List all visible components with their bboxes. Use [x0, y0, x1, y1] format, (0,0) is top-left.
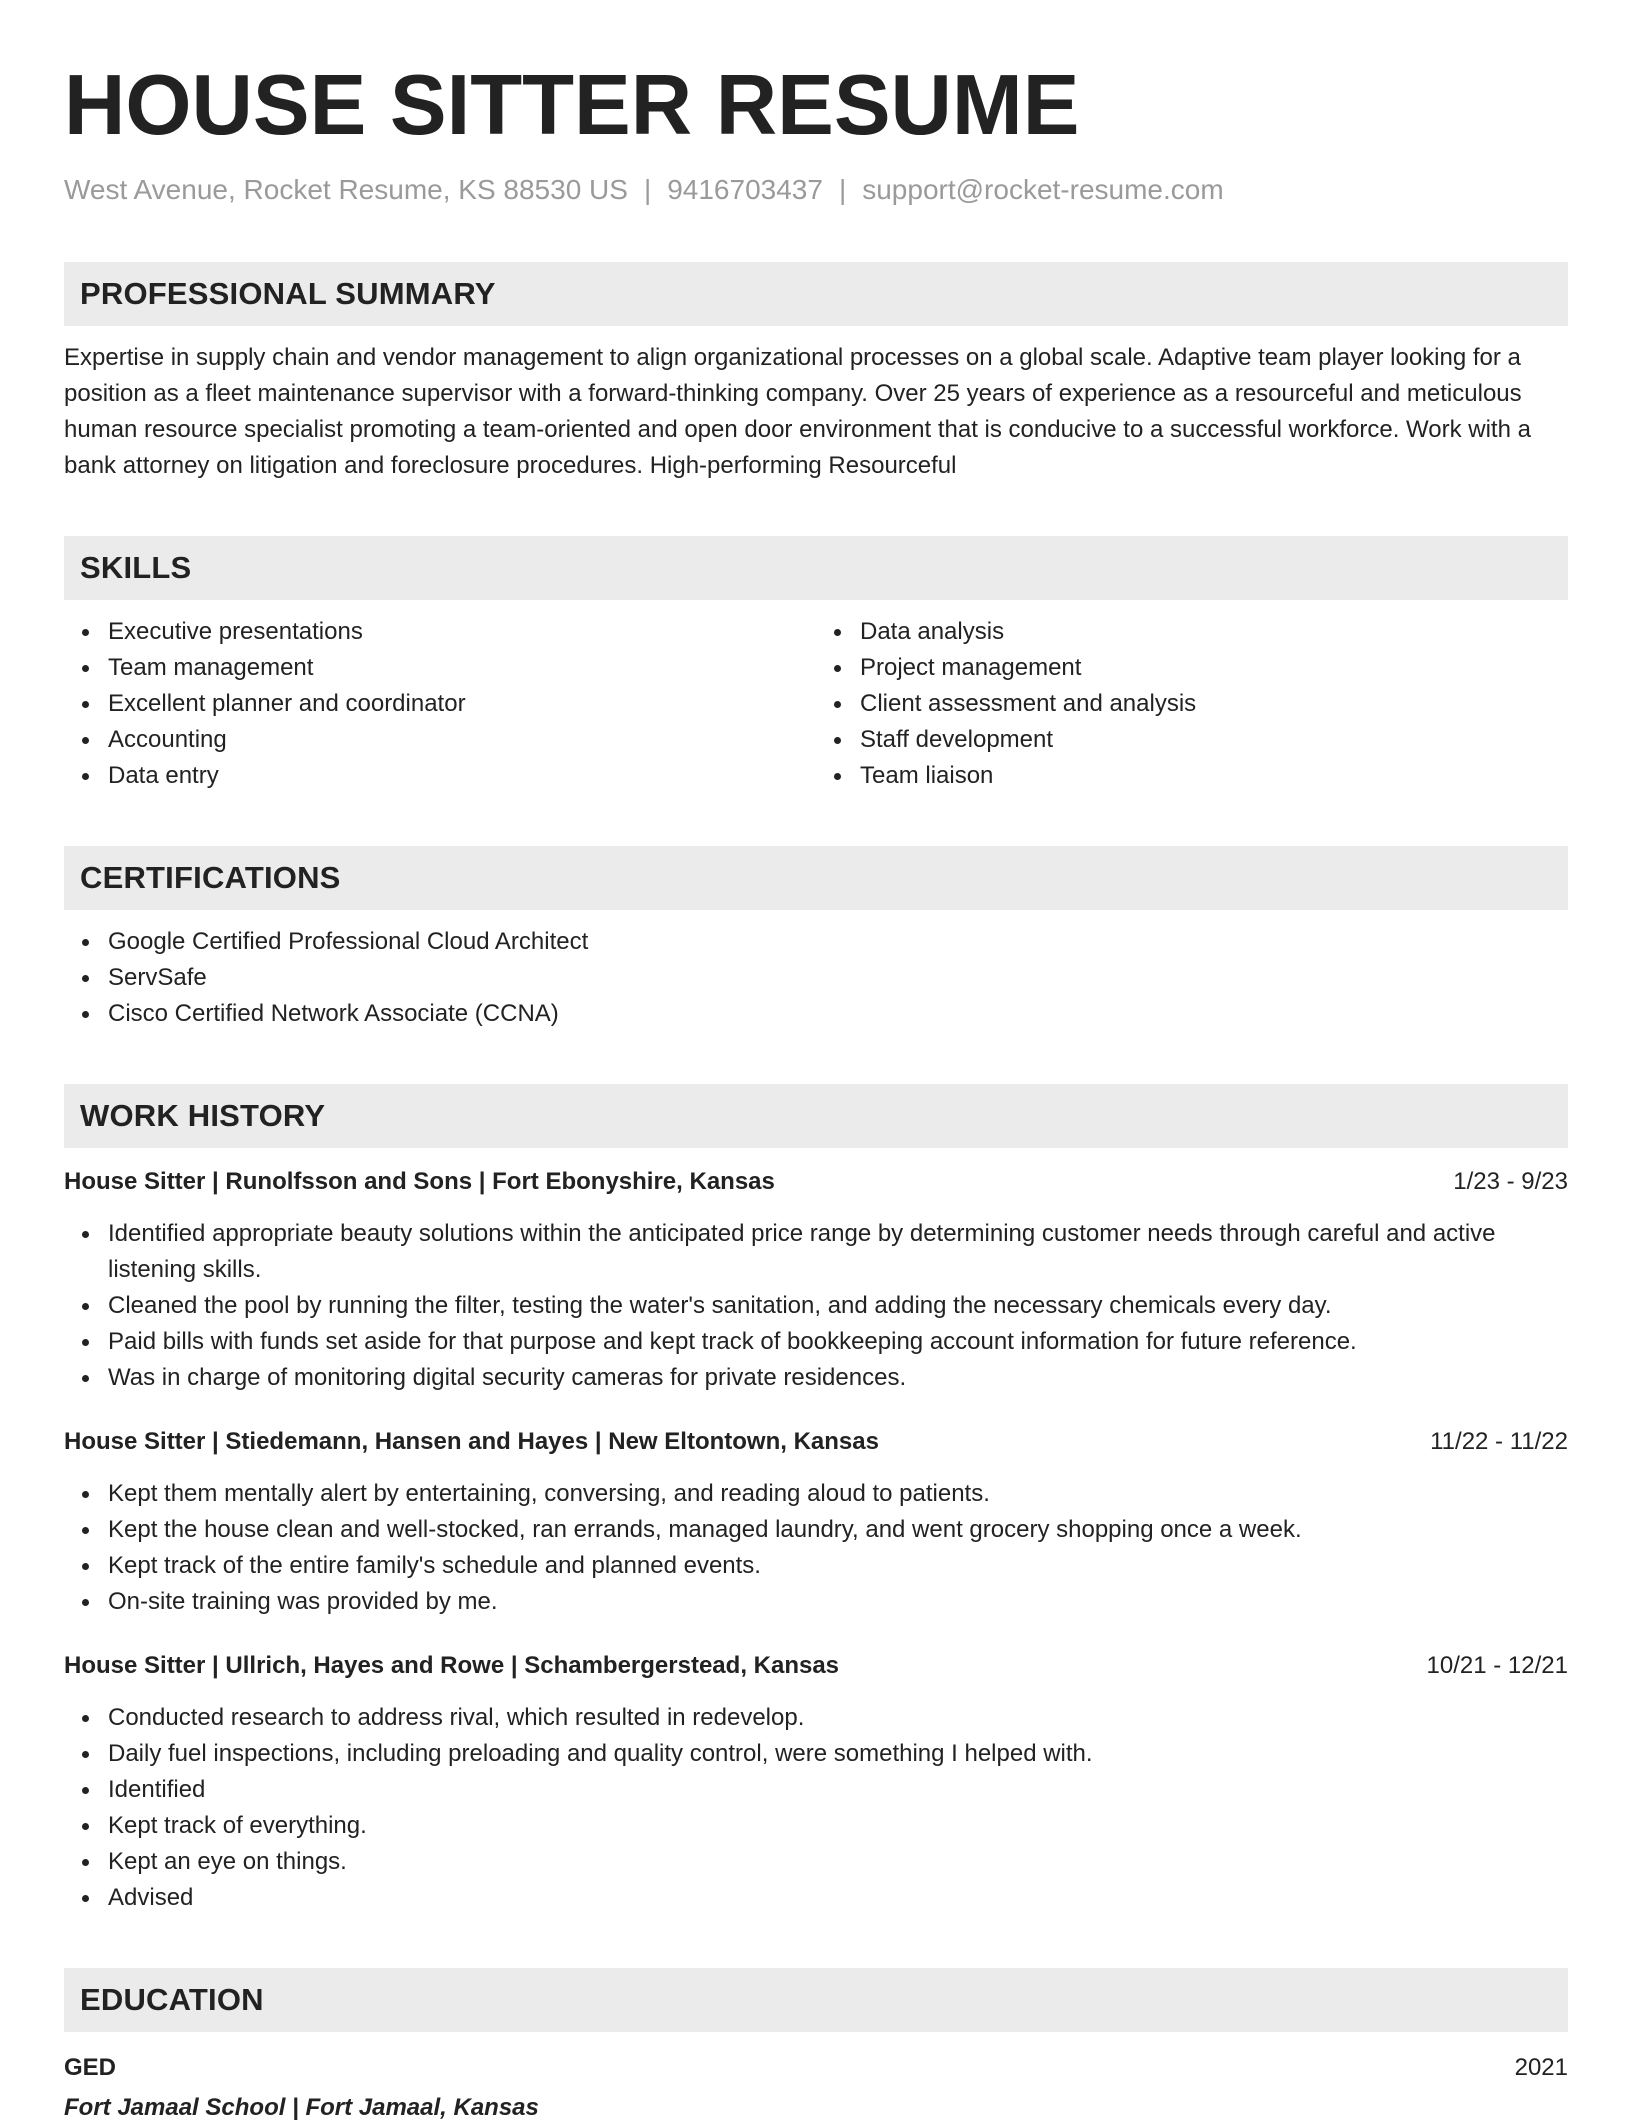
job-bullet: Kept an eye on things.: [108, 1844, 1568, 1880]
skill-item: Accounting: [108, 722, 816, 758]
job-bullet: Conducted research to address rival, which resulted in redevelop.: [108, 1700, 1568, 1736]
job-dates: 10/21 - 12/21: [1426, 1652, 1568, 1679]
skills-list: [64, 600, 1568, 794]
job-bullet: Kept them mentally alert by entertaining, conversing, and reading aloud to patients.: [108, 1476, 1568, 1512]
skill-item: Data entry: [108, 758, 816, 794]
job-bullet: Kept track of everything.: [108, 1808, 1568, 1844]
skill-item: Staff development: [860, 722, 1568, 758]
job-bullet: Was in charge of monitoring digital security cameras for private residences.: [108, 1360, 1568, 1396]
section-header-work-history: WORK HISTORY: [64, 1084, 1568, 1148]
job-bullet: Identified: [108, 1772, 1568, 1808]
job-bullet: Kept the house clean and well-stocked, ran errands, managed laundry, and went grocery shopping once a week.: [108, 1512, 1568, 1548]
job-bullet: Advised: [108, 1880, 1568, 1916]
contact-separator: |: [643, 174, 652, 205]
education-degree: GED: [64, 2054, 117, 2081]
education-year: 2021: [1514, 2054, 1568, 2081]
skill-item: Team management: [108, 650, 816, 686]
section-header-education: EDUCATION: [64, 1968, 1568, 2032]
job-bullet: Cleaned the pool by running the filter, testing the water's sanitation, and adding the necessary chemicals every day.: [108, 1288, 1568, 1324]
education-school: Fort Jamaal School | Fort Jamaal, Kansas: [64, 2094, 539, 2121]
skill-item: Client assessment and analysis: [860, 686, 1568, 722]
education-header: [64, 2050, 1568, 2086]
job-bullets: [64, 1476, 1568, 1620]
job-bullets: [64, 1700, 1568, 1916]
certification-item: Google Certified Professional Cloud Architect: [108, 924, 1568, 960]
job-bullets: [64, 1216, 1568, 1396]
skill-item: Executive presentations: [108, 614, 816, 650]
job-title: House Sitter | Stiedemann, Hansen and Hayes | New Eltontown, Kansas: [64, 1428, 879, 1455]
job-title: House Sitter | Runolfsson and Sons | Fort Ebonyshire, Kansas: [64, 1168, 775, 1195]
job-bullet: Kept track of the entire family's schedule and planned events.: [108, 1548, 1568, 1584]
contact-line: [64, 170, 1568, 210]
resume-title: HOUSE SITTER RESUME: [64, 58, 1080, 153]
job-entry: [64, 1648, 1568, 1916]
section-header-certifications: CERTIFICATIONS: [64, 846, 1568, 910]
skill-item: Project management: [860, 650, 1568, 686]
job-bullet: Identified appropriate beauty solutions within the anticipated price range by determining customer needs through careful and active listening skills.: [108, 1216, 1568, 1288]
job-header: [64, 1648, 1568, 1684]
skill-item: Excellent planner and coordinator: [108, 686, 816, 722]
job-bullet: Daily fuel inspections, including preloading and quality control, were something I helped with.: [108, 1736, 1568, 1772]
job-bullet: On-site training was provided by me.: [108, 1584, 1568, 1620]
job-bullet: Paid bills with funds set aside for that purpose and kept track of bookkeeping account information for future reference.: [108, 1324, 1568, 1360]
contact-email: support@rocket-resume.com: [862, 174, 1224, 205]
job-header: [64, 1164, 1568, 1200]
job-entry: [64, 1424, 1568, 1620]
section-header-skills: SKILLS: [64, 536, 1568, 600]
skills-column-left: [64, 614, 816, 794]
contact-address: West Avenue, Rocket Resume, KS 88530 US: [64, 174, 628, 205]
summary-text: Expertise in supply chain and vendor management to align organizational processes on a global scale. Adaptive team player looking for a position as a fleet maintenance supervisor with a forward-thinking company. Over 25 years of experience as a resourceful and meticulous human resource specialist promoting a team-oriented and open door environment that is conducive to a successful workforce. Work with a bank attorney on litigation and foreclosure procedures. High-performing Resourceful: [64, 344, 1531, 479]
job-dates: 1/23 - 9/23: [1453, 1168, 1568, 1195]
skill-item: Team liaison: [860, 758, 1568, 794]
contact-separator: |: [838, 174, 847, 205]
skills-column-right: [816, 614, 1568, 794]
job-entry: [64, 1164, 1568, 1396]
certifications-list: [64, 924, 1568, 1032]
certification-item: Cisco Certified Network Associate (CCNA): [108, 996, 1568, 1032]
job-title: House Sitter | Ullrich, Hayes and Rowe | Schambergerstead, Kansas: [64, 1652, 840, 1679]
job-dates: 11/22 - 11/22: [1430, 1428, 1568, 1455]
section-header-summary: PROFESSIONAL SUMMARY: [64, 262, 1568, 326]
job-header: [64, 1424, 1568, 1460]
certification-item: ServSafe: [108, 960, 1568, 996]
skill-item: Data analysis: [860, 614, 1568, 650]
contact-phone: 9416703437: [667, 174, 823, 205]
